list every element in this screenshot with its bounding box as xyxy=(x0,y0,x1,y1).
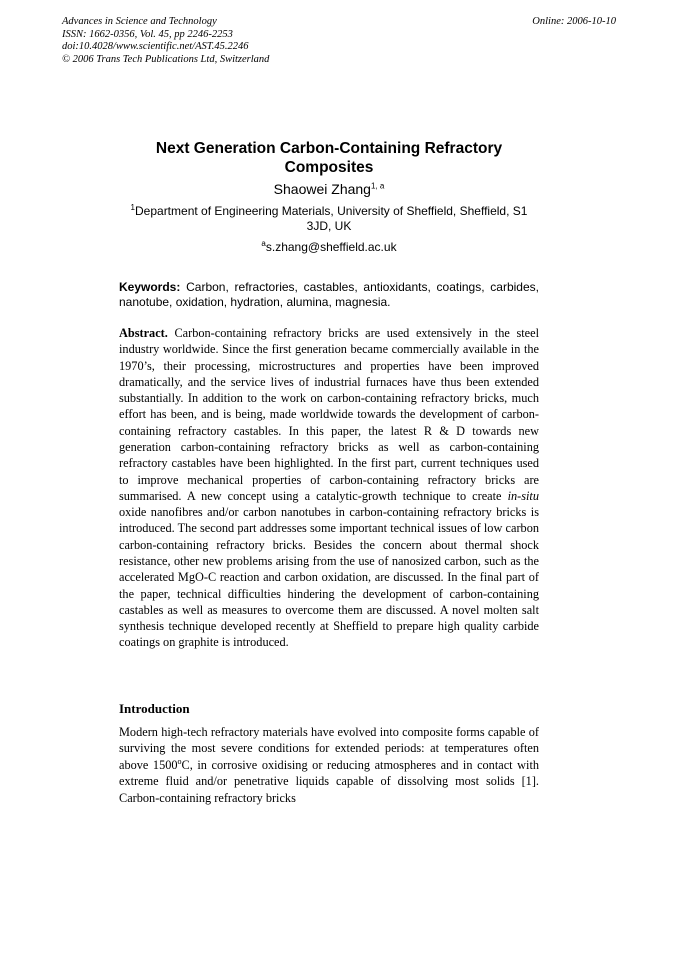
doi-line: doi:10.4028/www.scientific.net/AST.45.2246 xyxy=(62,41,249,52)
abstract-label: Abstract. xyxy=(119,326,168,340)
affiliation-superscript: 1 xyxy=(130,203,135,212)
issn-line: ISSN: 1662-0356, Vol. 45, pp 2246-2253 xyxy=(62,28,233,40)
intro-text-2: C, in corrosive oxidising or reducing atmospheres and in contact with extreme fluid and/or penetrative liquids capable of dissolving most solids [1]. Carbon-containing refractory bricks xyxy=(119,757,540,805)
degree-superscript: o xyxy=(177,756,182,766)
paper-title: Next Generation Carbon-Containing Refractory Composites xyxy=(155,140,503,176)
copyright-line: © 2006 Trans Tech Publications Ltd, Switzerland xyxy=(62,53,270,65)
abstract-text-1: Carbon-containing refractory bricks are used extensively in the steel industry worldwide. Since the first generation became commercially available in the 1970’s, their processing, microstructures and properties have been improved dramatically, and the service lives of industrial furnaces have thus been extended substantially. In addition to the work on carbon-containing refractory bricks, much effort has been, and is being, made worldwide towards the development of carbon-containing refractory castables. In this paper, the latest R & D towards new generation carbon-containing refractory bricks as well as carbon-containing refractory castables have been highlighted. In the first part, current techniques used to improve mechanical properties of carbon-containing refractory bricks are summarised. A new concept using a catalytic-growth technique to create xyxy=(119,326,539,503)
email-address: s.zhang@sheffield.ac.uk xyxy=(265,240,397,254)
title-block xyxy=(119,139,539,255)
keywords xyxy=(119,280,539,310)
email-line xyxy=(119,240,539,255)
abstract xyxy=(119,325,539,651)
journal-name: Advances in Science and Technology xyxy=(62,16,217,27)
email-superscript: a xyxy=(261,239,266,248)
introduction-body xyxy=(119,724,539,806)
author-superscript: 1, a xyxy=(370,181,385,191)
abstract-italic: in-situ xyxy=(507,488,539,503)
keywords-text: Carbon, refractories, castables, antioxidants, coatings, carbides, nanotube, oxidation, hydration, alumina, magnesia. xyxy=(119,280,539,309)
author-line xyxy=(119,180,539,198)
journal-header xyxy=(62,16,616,66)
keywords-label: Keywords: xyxy=(119,280,181,294)
abstract-text-2: oxide nanofibres and/or carbon nanotubes in carbon-containing refractory bricks is introduced. The second part addresses some important technical issues of low carbon carbon-containing refractory bricks. Besides the concern about thermal shock resistance, other new problems arising from the use of nanosized carbon, such as the accelerated MgO-C reaction and carbon oxidation, are discussed. In the final part of the paper, technical difficulties hindering the development of carbon-containing castables as well as measures to overcome them are discussed. A novel molten salt synthesis technique developed recently at Sheffield to prepare high quality carbide coatings on graphite is introduced. xyxy=(119,505,539,650)
affiliation-text: Department of Engineering Materials, University of Sheffield, Sheffield, S1 3JD, UK xyxy=(135,204,528,233)
introduction-heading: Introduction xyxy=(119,701,190,716)
online-date: Online: 2006-10-10 xyxy=(532,16,616,27)
intro-text-1: Modern high-tech refractory materials have evolved into composite forms capable of surviving the most severe conditions for extended periods: at temperatures often above 1500 xyxy=(119,725,539,772)
author-name: Shaowei Zhang xyxy=(273,181,371,197)
affiliation xyxy=(119,204,539,234)
